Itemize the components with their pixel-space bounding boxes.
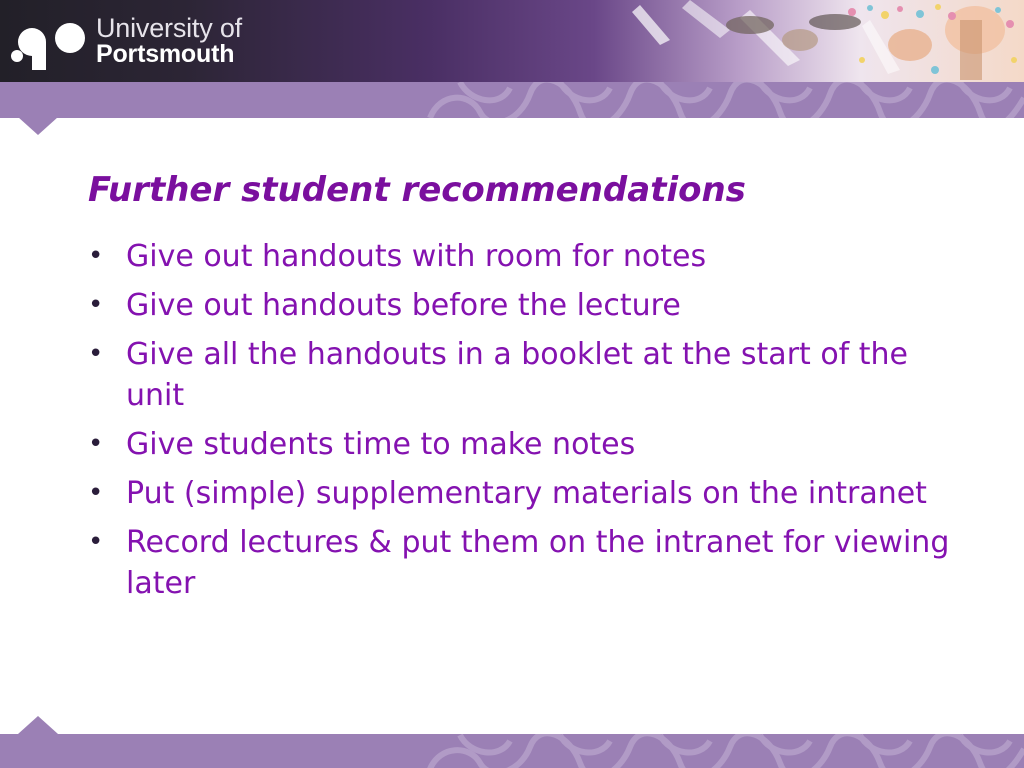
logo-text-line1: University of	[96, 13, 242, 43]
bullet-icon: •	[88, 339, 104, 369]
footer-notch	[18, 716, 58, 734]
bullet-icon: •	[88, 241, 104, 271]
logo-mark-icon	[8, 12, 88, 70]
swirl-pattern-icon	[0, 734, 1024, 768]
bullet-icon: •	[88, 429, 104, 459]
bullet-icon: •	[88, 290, 104, 320]
bullet-item	[88, 285, 968, 326]
bullet-text: Record lectures & put them on the intranet for viewing later	[126, 525, 950, 601]
bullet-text: Put (simple) supplementary materials on the intranet	[126, 476, 927, 511]
bullet-item	[88, 473, 968, 514]
bullet-text: Give students time to make notes	[126, 427, 636, 462]
logo-text-line2: Portsmouth	[96, 40, 235, 68]
footer-pattern-band	[0, 734, 1024, 768]
bullet-icon: •	[88, 527, 104, 557]
bullet-text: Give all the handouts in a booklet at the start of the unit	[126, 337, 909, 413]
swirl-pattern-icon	[0, 82, 1024, 118]
bullet-item	[88, 424, 968, 465]
bullet-item	[88, 334, 968, 416]
bullet-list	[88, 236, 968, 612]
bullet-item	[88, 522, 968, 604]
header-notch	[18, 117, 58, 135]
bullet-text: Give out handouts before the lecture	[126, 288, 681, 323]
header-pattern-band	[0, 82, 1024, 118]
bullet-item	[88, 236, 968, 277]
bullet-icon: •	[88, 478, 104, 508]
university-logo	[8, 12, 278, 70]
slide-title: Further student recommendations	[88, 170, 746, 210]
header-collage-image	[600, 0, 1024, 82]
bullet-text: Give out handouts with room for notes	[126, 239, 707, 274]
header-banner	[0, 0, 1024, 82]
